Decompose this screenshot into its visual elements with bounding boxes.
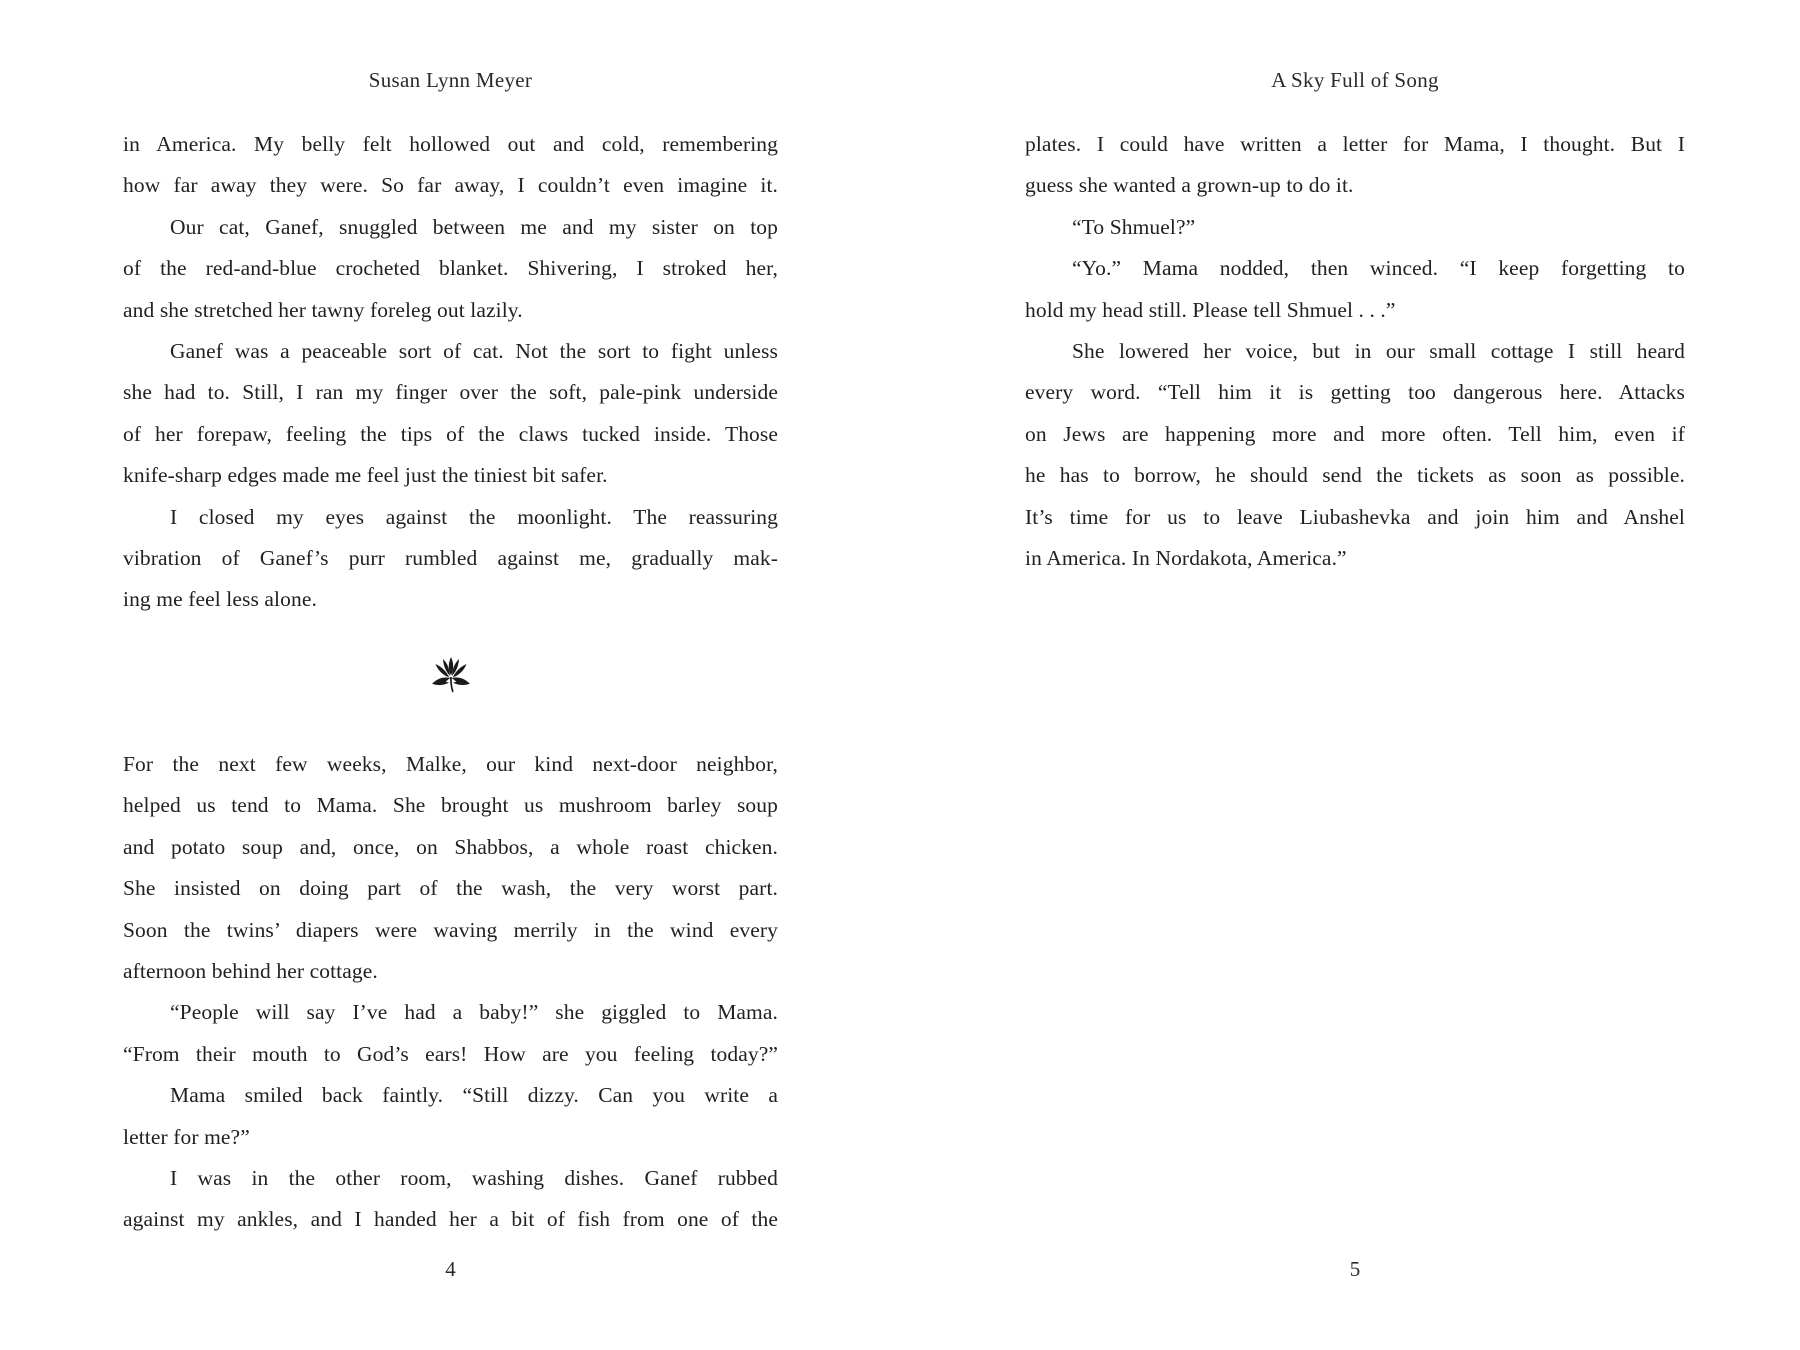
right-page [1025,0,1685,1350]
text-line: she had to. Still, I ran my finger over the soft, pale-pink underside [123,380,778,405]
text-line: he has to borrow, he should send the tickets as soon as possible. [1025,463,1685,488]
text-line: I was in the other room, washing dishes. Ganef rubbed [170,1165,778,1190]
section-break [123,654,778,696]
text-line: letter for me?” [123,1124,250,1149]
text-line: of her forepaw, feeling the tips of the claws tucked inside. Those [123,421,778,446]
text-line: “From their mouth to God’s ears! How are you feeling today?” [123,1041,778,1066]
text-line: knife-sharp edges made me feel just the tiniest bit safer. [123,463,608,488]
page-body [123,124,778,1241]
text-line: She lowered her voice, but in our small cottage I still heard [1072,339,1685,364]
text-line: “Yo.” Mama nodded, then winced. “I keep forgetting to [1072,256,1685,281]
text-line: Soon the twins’ diapers were waving merrily in the wind every [123,917,778,942]
text-line: every word. “Tell him it is getting too dangerous here. Attacks [1025,380,1685,405]
text-line: She insisted on doing part of the wash, the very worst part. [123,876,778,901]
text-line: vibration of Ganef’s purr rumbled against me, gradually mak- [123,546,778,571]
text-line: guess she wanted a grown-up to do it. [1025,173,1354,198]
running-header: Susan Lynn Meyer [368,68,533,92]
text-line: how far away they were. So far away, I couldn’t even imagine it. [123,173,778,198]
text-line: of the red-and-blue crocheted blanket. Shivering, I stroked her, [123,256,778,281]
text-line: helped us tend to Mama. She brought us mushroom barley soup [123,793,778,818]
left-page [123,0,778,1350]
text-line: against my ankles, and I handed her a bit of fish from one of the [123,1207,778,1232]
text-line: in America. In Nordakota, America.” [1025,546,1347,571]
text-line: It’s time for us to leave Liubashevka and join him and Anshel [1025,504,1685,529]
text-line: “People will say I’ve had a baby!” she giggled to Mama. [170,1000,778,1025]
text-line: “To Shmuel?” [1072,214,1196,239]
text-line: and potato soup and, once, on Shabbos, a whole roast chicken. [123,834,778,859]
page-body [1025,124,1685,579]
text-line: I closed my eyes against the moonlight. The reassuring [170,504,778,529]
text-line: in America. My belly felt hollowed out and cold, remembering [123,132,778,156]
text-line: Ganef was a peaceable sort of cat. Not the sort to fight unless [170,339,778,364]
text-line: plates. I could have written a letter for Mama, I thought. But I [1025,132,1685,156]
running-header: A Sky Full of Song [1271,68,1439,92]
page-number: 4 [445,1257,456,1281]
text-line: ing me feel less alone. [123,587,317,612]
text-line: For the next few weeks, Malke, our kind next-door neighbor, [123,751,778,776]
text-line: afternoon behind her cottage. [123,958,378,983]
text-line: hold my head still. Please tell Shmuel . . .” [1025,297,1396,322]
text-line: on Jews are happening more and more often. Tell him, even if [1025,421,1685,446]
text-line: and she stretched her tawny foreleg out lazily. [123,297,523,322]
text-line: Our cat, Ganef, snuggled between me and my sister on top [170,214,778,239]
text-line: Mama smiled back faintly. “Still dizzy. Can you write a [170,1083,778,1108]
page-number: 5 [1349,1257,1361,1281]
lotus-fleuron-icon [431,656,471,694]
